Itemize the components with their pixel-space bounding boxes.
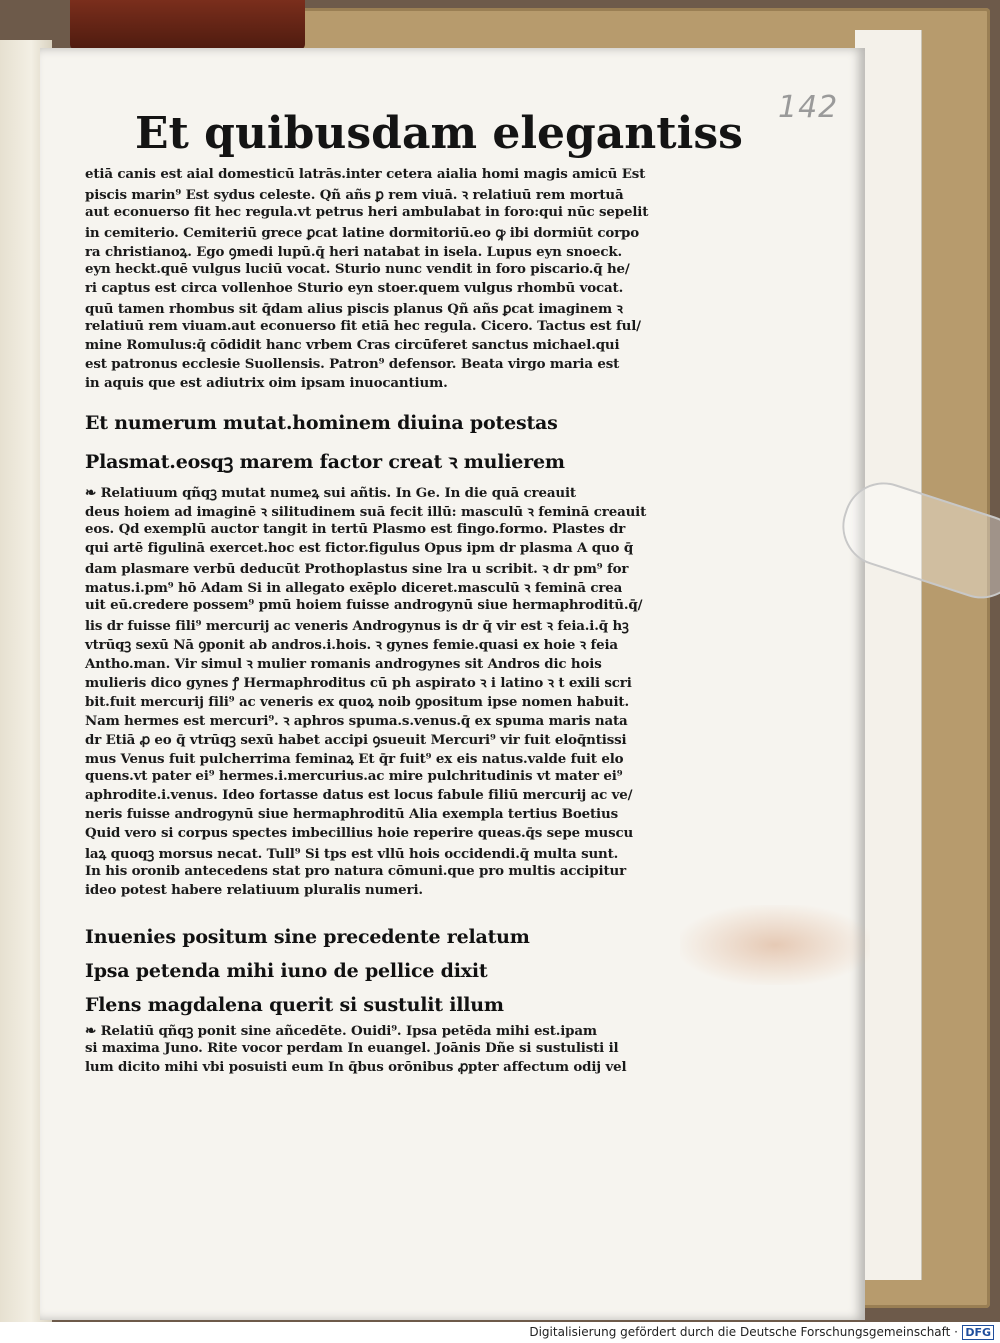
text-line: in aquis que est adiutrix oim ipsam inuocantium. (85, 375, 448, 391)
text-line: In his oronib antecedens stat pro natura cōmuni.que pro multis accipitur (85, 863, 626, 879)
text-line: ra christianoꝝ. Ego ꝯmedi lupū.q̄ heri natabat in isela. Lupus eyn snoeck. (85, 244, 623, 260)
text-line: bit.fuit mercurij fili⁹ ac veneris ex quoꝝ noib ꝯpositum ipse nomen habuit. (85, 694, 629, 710)
verse-line: Plasmat.eosqꝫ marem factor creat ꝛ mulierem (85, 451, 565, 473)
book-spine (70, 0, 305, 50)
text-line: laꝝ quoqꝫ morsus necat. Tull⁹ Si tps est vllū hois occidendi.q̄ multa sunt. (85, 846, 619, 862)
text-line: eyn heckt.quē vulgus luciū vocat. Sturio nunc vendit in foro piscario.q̄ he/ (85, 261, 630, 277)
folio-number: 142 (778, 90, 839, 125)
text-line: ri captus est circa vollenhoe Sturio eyn stoer.quem vulgus rhombū vocat. (85, 280, 624, 296)
text-line: ❧ Relatiū qñqꝫ ponit sine añcedēte. Ouidi⁹. Ipsa petēda mihi est.ipam (85, 1023, 597, 1039)
text-line: dr Etiā ꝓ eo q̄ vtrūqꝫ sexū habet accipi ꝯsueuit Mercuri⁹ vir fuit eloq̄ntissi (85, 732, 627, 748)
page-heading: Et quibusdam elegantiss (135, 108, 743, 159)
text-line: est patronus ecclesie Suollensis. Patron⁹ defensor. Beata virgo maria est (85, 356, 620, 372)
text-line: piscis marin⁹ Est sydus celeste. Qñ añs ꝑ rem viuā. ꝛ relatiuū rem mortuā (85, 187, 624, 203)
text-line: quens.vt pater ei⁹ hermes.i.mercurius.ac mire pulchritudinis vt mater ei⁹ (85, 768, 623, 784)
text-line: deus hoiem ad imaginē ꝛ silitudinem suā fecit illū: masculū ꝛ feminā creauit (85, 504, 647, 520)
footer-bar (0, 1322, 1000, 1343)
paper-stain (680, 905, 870, 985)
text-line: in cemiterio. Cemiteriū grece ꝑcat latine dormitoriū.eo ꝙ ibi dormiūt corpo (85, 225, 640, 241)
verse-line: Ipsa petenda mihi iuno de pellice dixit (85, 960, 488, 982)
text-line: ideo potest habere relatiuum pluralis numeri. (85, 882, 423, 898)
text-line: eos. Qd exemplū auctor tangit in tertū Plasmo est fingo.formo. Plastes dr (85, 521, 626, 537)
text-line: Quid vero si corpus spectes imbecillius hoie reperire queas.q̄s sepe muscu (85, 825, 634, 841)
verse-line: Inuenies positum sine precedente relatum (85, 926, 530, 948)
text-line: Nam hermes est mercuri⁹. ꝛ aphros spuma.s.venus.q̄ ex spuma maris nata (85, 713, 628, 729)
text-line: vtrūqꝫ sexū Nā ꝯponit ab andros.i.hois. ꝛ gynes femie.quasi ex hoie ꝛ feia (85, 637, 618, 653)
text-line: matus.i.pm⁹ hō Adam Si in allegato exēplo diceret.masculū ꝛ feminā crea (85, 580, 623, 596)
text-line: aut econuerso fit hec regula.vt petrus heri ambulabat in foro:qui nūc sepelit (85, 204, 649, 220)
text-line: qui artē figulinā exercet.hoc est fictor.figulus Opus ipm dr plasma A quo q̄ (85, 540, 634, 556)
text-line: mus Venus fuit pulcherrima feminaꝝ Et q̄r fuit⁹ ex eis natus.valde fuit elo (85, 751, 624, 767)
text-line: aphrodite.i.venus. Ideo fortasse datus est locus fabule filiū mercurij ac ve/ (85, 787, 633, 803)
text-line: Antho.man. Vir simul ꝛ mulier romanis androgynes sit Andros dic hois (85, 656, 602, 672)
page-stack-edge (855, 30, 925, 1280)
text-line: mulieris dico gynes ꝭ Hermaphroditus cū ph aspirato ꝛ i latino ꝛ t exili scri (85, 675, 632, 691)
text-line: si maxima Juno. Rite vocor perdam In euangel. Joānis Dñe si sustulisti il (85, 1040, 619, 1056)
text-line: relatiuū rem viuam.aut econuerso fit etiā hec regula. Cicero. Tactus est ful/ (85, 318, 641, 334)
text-line: quū tamen rhombus sit q̄dam alius piscis planus Qñ añs ꝑcat imaginem ꝛ (85, 301, 623, 317)
dfg-logo-icon[interactable]: DFG (962, 1325, 994, 1340)
text-line: dam plasmare verbū deducūt Prothoplastus sine lra u scribit. ꝛ dr pm⁹ for (85, 561, 629, 577)
text-line: lum dicito mihi vbi posuisti eum In q̄bus orōnibus ꝓpter affectum odij vel (85, 1059, 627, 1075)
verse-line: Et numerum mutat.hominem diuina potestas (85, 412, 558, 434)
text-line: uit eū.credere possem⁹ pmū hoiem fuisse androgynū siue hermaphroditū.q̄/ (85, 597, 643, 613)
text-line: neris fuisse androgynū siue hermaphroditū Alia exempla tertius Boetius (85, 806, 618, 822)
verse-line: Flens magdalena querit si sustulit illum (85, 994, 504, 1016)
text-line: etiā canis est aial domesticū latrās.inter cetera aialia homi magis amicū Est (85, 166, 646, 182)
footer-credit: Digitalisierung gefördert durch die Deutsche Forschungsgemeinschaft · (529, 1325, 958, 1339)
text-line: mine Romulus:q̄ cōdidit hanc vrbem Cras circūferet sanctus michael.qui (85, 337, 620, 353)
text-line: ❧ Relatiuum qñqꝫ mutat numeꝝ sui añtis. In Ge. In die quā creauit (85, 485, 576, 501)
text-line: lis dr fuisse fili⁹ mercurij ac veneris Androgynus is dr q̄ vir est ꝛ feia.i.q̄ hꝫ (85, 618, 629, 634)
